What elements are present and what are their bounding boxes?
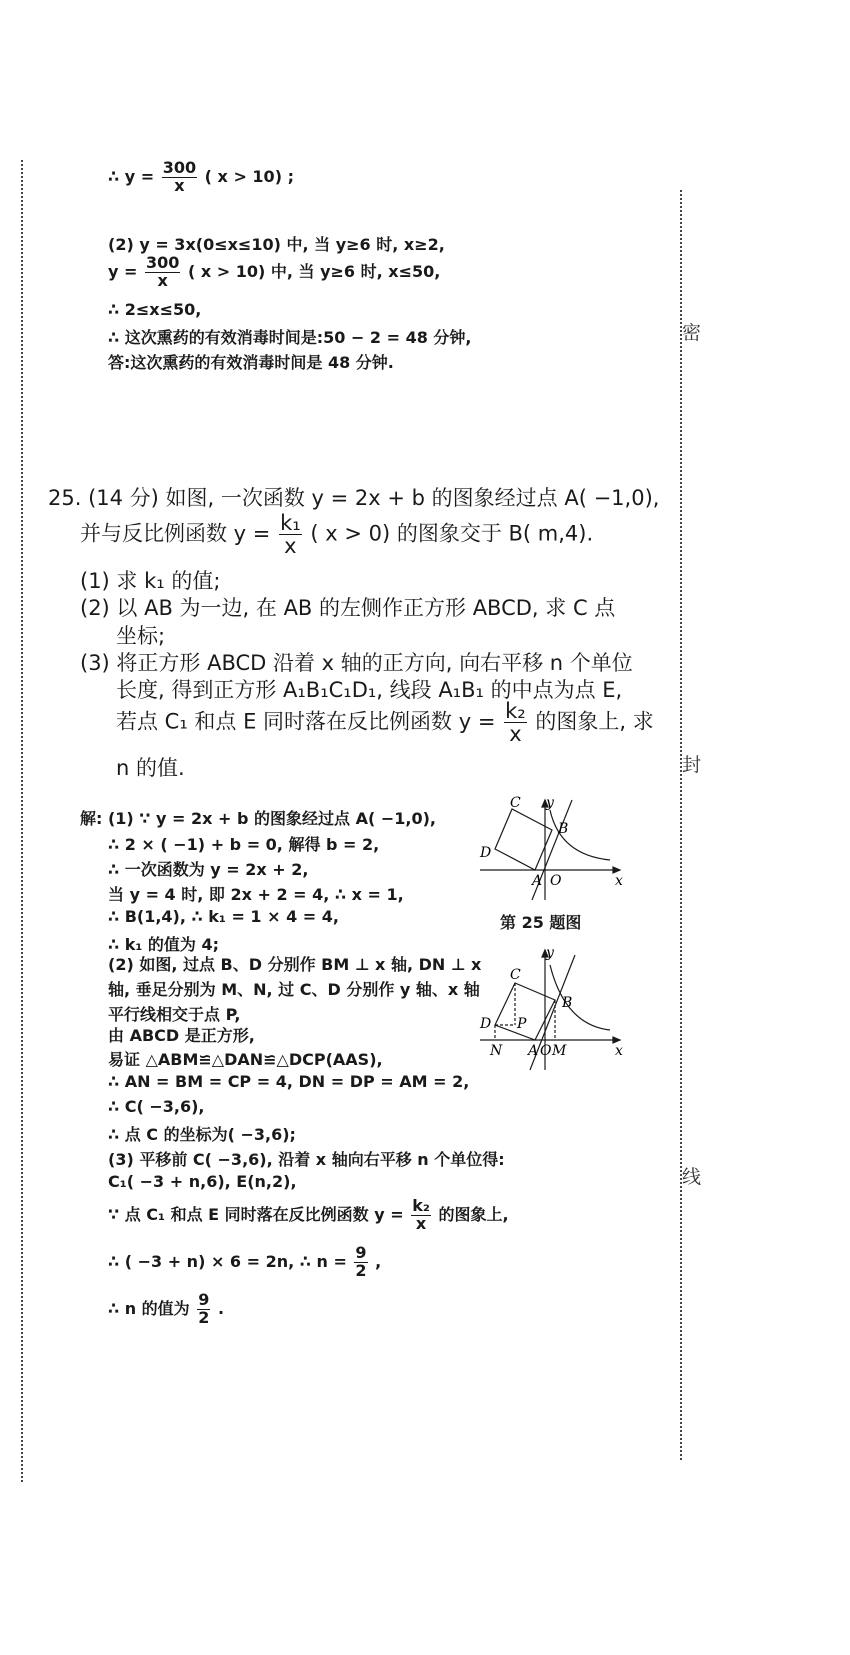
label-P: P — [517, 1016, 527, 1032]
solution-line-15: (3) 平移前 C( −3,6), 沿着 x 轴向右平移 n 个单位得: — [108, 1150, 505, 1169]
problem-line-2: 并与反比例函数 y = $\frac{\text{k₁}}{x}$ ( x > 0) 的图象交于 B( m,4). — [80, 511, 594, 559]
solution-line-2: ∴ 2 × ( −1) + b = 0, 解得 b = 2, — [108, 835, 380, 854]
label-M: M — [552, 1043, 567, 1059]
solution-line-6: ∴ k₁ 的值为 4; — [108, 935, 220, 954]
label-y-2: y — [546, 945, 554, 961]
top-line-3: y = $\frac{300}{x}$ ( x > 10) 中, 当 y≥6 时, x≤50, — [108, 253, 441, 290]
solution-line-9: 平行线相交于点 P, — [108, 1005, 241, 1024]
solution-line-3: ∴ 一次函数为 y = 2x + 2, — [108, 860, 309, 879]
solution-line-17: ∵ 点 C₁ 和点 E 同时落在反比例函数 y = $\frac{\text{k₂}}{x}$ 的图象上, — [108, 1196, 509, 1233]
solution-line-13: ∴ C( −3,6), — [108, 1097, 205, 1116]
binding-char-feng: 封 — [682, 754, 702, 776]
label-C: C — [510, 795, 521, 811]
solution-line-4: 当 y = 4 时, 即 2x + 2 = 4, ∴ x = 1, — [108, 885, 404, 904]
solution-line-8: 轴, 垂足分别为 M、N, 过 C、D 分别作 y 轴、x 轴 — [108, 980, 480, 999]
fraction-9-2: $\frac{9}{2}$ — [355, 1243, 367, 1280]
fraction-300-x: $\frac{300}{x}$ — [162, 158, 197, 195]
label-B-2: B — [562, 995, 573, 1011]
problem-part-3d: n 的值. — [116, 756, 185, 780]
label-A: A — [532, 873, 543, 889]
fraction-9-2-2: $\frac{9}{2}$ — [198, 1290, 210, 1327]
fraction-300-x-2: $\frac{300}{x}$ — [145, 253, 180, 290]
top-line-5: ∴ 这次熏药的有效消毒时间是:50 − 2 = 48 分钟, — [108, 328, 472, 347]
label-C-2: C — [510, 967, 521, 983]
solution-line-14: ∴ 点 C 的坐标为( −3,6); — [108, 1125, 296, 1144]
label-O: O — [550, 873, 562, 889]
label-x: x — [615, 873, 623, 889]
label-A-2: A — [528, 1043, 539, 1059]
solution-line-1: 解: (1) ∵ y = 2x + b 的图象经过点 A( −1,0), — [80, 809, 436, 828]
fraction-k2-x: $\frac{\text{k₂}}{x}$ — [505, 699, 526, 747]
solution-line-11: 易证 △ABM≌△DAN≌△DCP(AAS), — [108, 1050, 383, 1069]
top-line-6: 答:这次熏药的有效消毒时间是 48 分钟. — [108, 353, 394, 372]
problem-line-1: 25. (14 分) 如图, 一次函数 y = 2x + b 的图象经过点 A( −1,0), — [48, 486, 660, 510]
solution-line-18: ∴ ( −3 + n) × 6 = 2n, ∴ n = $\frac{9}{2}$ , — [108, 1243, 382, 1280]
problem-part-3c: 若点 C₁ 和点 E 同时落在反比例函数 y = $\frac{\text{k₂}}{x}$ 的图象上, 求 — [116, 699, 654, 747]
label-D: D — [480, 845, 492, 861]
problem-part-2a: (2) 以 AB 为一边, 在 AB 的左侧作正方形 ABCD, 求 C 点 — [80, 596, 616, 620]
square-abcd — [495, 809, 552, 870]
solution-line-10: 由 ABCD 是正方形, — [108, 1026, 255, 1045]
binding-line-right — [680, 190, 682, 1460]
figure-25-diagram — [470, 795, 630, 905]
label-B: B — [558, 821, 569, 837]
problem-part-1: (1) 求 k₁ 的值; — [80, 569, 221, 593]
binding-char-mi: 密 — [682, 322, 702, 344]
label-D-2: D — [480, 1016, 492, 1032]
fraction-k2-x-2: $\frac{\text{k₂}}{x}$ — [412, 1196, 430, 1233]
label-y: y — [546, 795, 554, 811]
problem-part-3a: (3) 将正方形 ABCD 沿着 x 轴的正方向, 向右平移 n 个单位 — [80, 651, 633, 675]
problem-part-3b: 长度, 得到正方形 A₁B₁C₁D₁, 线段 A₁B₁ 的中点为点 E, — [116, 678, 623, 702]
solution-line-16: C₁( −3 + n,6), E(n,2), — [108, 1172, 297, 1191]
solution-line-12: ∴ AN = BM = CP = 4, DN = DP = AM = 2, — [108, 1072, 470, 1091]
top-line-2: (2) y = 3x(0≤x≤10) 中, 当 y≥6 时, x≥2, — [108, 235, 445, 254]
label-N: N — [490, 1043, 503, 1059]
label-O-2: O — [540, 1043, 552, 1059]
fraction-k1-x: $\frac{\text{k₁}}{x}$ — [280, 511, 301, 559]
solution-line-7: (2) 如图, 过点 B、D 分别作 BM ⊥ x 轴, DN ⊥ x — [108, 955, 482, 974]
binding-line-left — [21, 160, 23, 1482]
label-x-2: x — [615, 1043, 623, 1059]
top-line-1: ∴ y = $\frac{300}{x}$ ( x > 10) ; — [108, 158, 294, 195]
figure-caption: 第 25 题图 — [500, 913, 582, 932]
figure-25-solution-diagram — [470, 945, 630, 1075]
top-line-4: ∴ 2≤x≤50, — [108, 300, 202, 319]
solution-line-19: ∴ n 的值为 $\frac{9}{2}$ . — [108, 1290, 225, 1327]
problem-part-2b: 坐标; — [116, 624, 166, 648]
binding-char-xian: 线 — [682, 1166, 702, 1188]
solution-line-5: ∴ B(1,4), ∴ k₁ = 1 × 4 = 4, — [108, 907, 339, 926]
